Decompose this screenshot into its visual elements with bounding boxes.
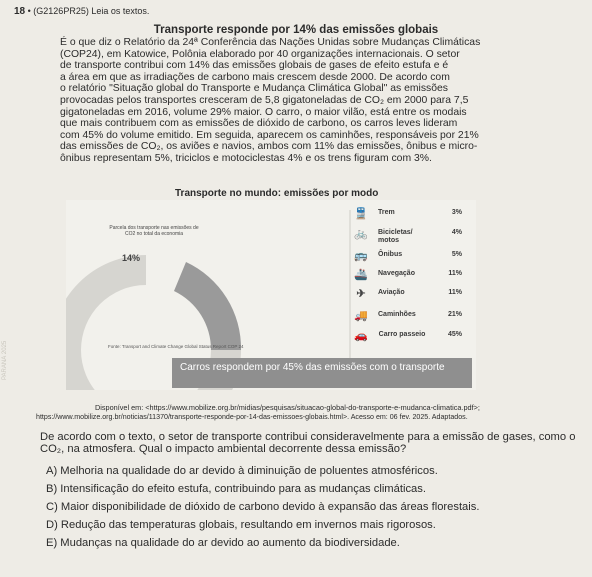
article-line: que mais contribuem com as emissões de dióxido de carbono, os carros leves lideram [60, 118, 458, 130]
article-line: provocadas pelos transportes cresceram de 5,8 gigatoneladas de CO₂ em 2000 para 7,5 [60, 94, 469, 106]
article-line: a área em que as irradiações de carbono mais crescem desde 2000. De acordo com [60, 71, 450, 83]
article-body [60, 37, 580, 165]
legend-label: Bicicletas/ motos [378, 229, 413, 244]
side-watermark: PARANÁ 2025 [2, 340, 8, 380]
legend-item-car [352, 330, 462, 350]
legend-value: 45% [447, 331, 462, 338]
legend-item-bicycle [352, 228, 462, 248]
legend-value: 11% [448, 289, 462, 296]
option-a[interactable]: A) Melhoria na qualidade do ar devido à diminuição de poluentes atmosféricos. [46, 465, 438, 477]
question-prompt: De acordo com o texto, o setor de transporte contribui consideravelmente para a emissão de gases, como o CO₂, na atmosfera. Qual o impacto ambiental decorrente dessa emissão? [40, 431, 576, 455]
question-code: (G2126PR25) [33, 6, 89, 16]
source-note: Fonte: Transport and Climate Change Global Status Report COP 24 [108, 344, 244, 349]
legend-item-ship [352, 269, 462, 283]
bus-icon: 🚌 [354, 250, 368, 262]
truck-icon: 🚚 [354, 310, 368, 322]
legend-value: 3% [451, 209, 462, 216]
article-line: das emissões de CO₂, os aviões e navios, ambos com 11% das emissões, ônibus e micro- [60, 141, 478, 153]
infographic-title: Transporte no mundo: emissões por modo [175, 188, 379, 199]
train-icon: 🚆 [354, 208, 368, 220]
ship-icon: 🚢 [354, 269, 368, 281]
option-e[interactable]: E) Mudanças na qualidade do ar devido ao aumento da biodiversidade. [46, 537, 400, 549]
question-header: 18 • (G2126PR25) Leia os textos. [14, 6, 150, 17]
infographic-banner: Carros respondem por 45% das emissões com o transporte [172, 358, 472, 388]
legend-item-train [352, 208, 462, 222]
legend-label: Ônibus [378, 251, 403, 258]
legend-item-truck [352, 310, 462, 324]
availability-line-1: Disponível em: <https://www.mobilize.org.br/midias/pesquisas/situacao-global-do-transporte-e-mudanca-climatica.pdf>; [95, 403, 480, 412]
legend-item-airplane [352, 288, 462, 302]
legend-label: Carro passeio [378, 331, 426, 338]
legend-value: 11% [448, 270, 462, 277]
pie-label: Parcela dos transporte nas emissões de CO2 no total da economia [109, 225, 199, 237]
option-c[interactable]: C) Maior disponibilidade de dióxido de carbono devido à expansão das áreas florestais. [46, 501, 480, 513]
option-d[interactable]: D) Redução das temperaturas globais, resultando em invernos mais rigorosos. [46, 519, 436, 531]
legend-item-bus [352, 250, 462, 264]
question-instruction: Leia os textos. [91, 6, 150, 16]
article-line: gigatoneladas em 2016, volume 29% maior. O carro, o maior vilão, está entre os modais [60, 106, 467, 118]
article-title: Transporte responde por 14% das emissões globais [153, 24, 439, 36]
legend-label: Trem [378, 209, 395, 216]
airplane-icon: ✈ [356, 288, 366, 300]
article-line: com 45% do volume emitido. Em seguida, aparecem os caminhões, responsáveis por 21% [60, 129, 479, 141]
article-line: É o que diz o Relatório da 24ª Conferência das Nações Unidas sobre Mudanças Climáticas [60, 37, 481, 48]
article-line: de transporte contribui com 14% das emissões globais de gases de efeito estufa e é [60, 60, 449, 72]
question-number: 18 [14, 6, 26, 17]
article-line: (COP24), em Katowice, Polônia elaborado por 40 organizações internacionais. O setor [60, 48, 460, 60]
pie-value: 14% [122, 253, 141, 263]
article-line: o relatório "Situação global do Transporte e Mudança Climática Global" as emissões [60, 83, 448, 95]
article-line: ônibus representam 5%, triciclos e motociclestas 4% e os trens figuram com 3%. [60, 152, 432, 164]
legend-value: 4% [451, 229, 462, 236]
car-icon: 🚗 [354, 330, 368, 342]
legend-label: Navegação [378, 270, 415, 277]
legend-value: 21% [447, 311, 462, 318]
legend-value: 5% [451, 251, 462, 258]
legend-label: Caminhões [378, 311, 416, 318]
legend-label: Aviação [378, 289, 405, 296]
option-b[interactable]: B) Intensificação do efeito estufa, contribuindo para as mudanças climáticas. [46, 483, 426, 495]
availability-line-2: https://www.mobilize.org.br/noticias/11370/transporte-responde-por-14-das-emissoes-globais.html>. Acesso em: 06 fev. 2025. Adaptados. [36, 413, 468, 421]
bicycle-icon: 🚲 [354, 228, 368, 240]
